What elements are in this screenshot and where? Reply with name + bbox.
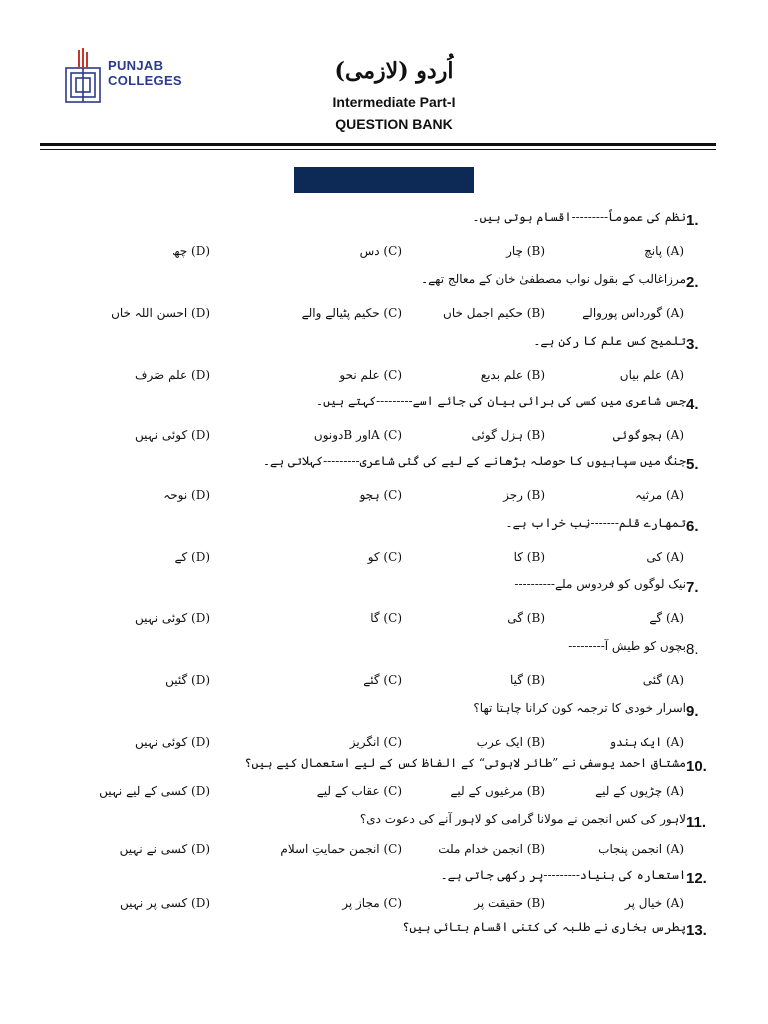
option-b: (B) علم بدیع [480,368,545,382]
option-b: (B) حقیقت پر [474,896,545,910]
option-a: (A) خیال پر [624,896,684,910]
option-c: (C) حکیم پٹیالے والے [301,306,402,320]
option-d: (D) کسی کے لیے نہیں [99,784,210,798]
question-number: 2. [686,274,699,291]
question-number: 10. [686,758,707,775]
option-c: (C) گا [370,611,402,625]
option-a: (A) کی [646,550,684,564]
options-row [40,368,720,390]
question-text: لاہور کی کس انجمن نے مولانا گرامی کو لاہور آنے کی دعوت دی؟ [359,812,686,826]
question-number: 8. [686,641,699,658]
options-row [40,306,720,328]
options-row [40,673,720,695]
question-number: 3. [686,336,699,353]
option-d: (D) چھ [172,244,210,258]
option-c: (C) کو [367,550,402,564]
option-b: (B) گی [507,611,545,625]
question-number: 9. [686,703,699,720]
option-c: (C) دس [359,244,402,258]
question-number: 7. [686,579,699,596]
question-text: تمھارے قلم-------نِب خراب ہے۔ [505,516,686,530]
option-b: (B) چار [506,244,545,258]
option-d: (D) کوئی نہیں [134,428,210,442]
option-c: (C) مجاز پر [342,896,402,910]
question-number: 13. [686,922,707,939]
question-text: جنگ میں سپاہیوں کا حوصلہ بڑھانے کے لیے کی گئی شاعری---------کہلاتی ہے۔ [263,454,686,468]
option-a: (A) گئی [642,673,684,687]
option-b: (B) کا [513,550,545,564]
question-text: مرزاغالب کے بقول نواب مصطفیٰ خان کے معالج تھے۔ [421,272,686,286]
option-a: (A) مرثیہ [635,488,684,502]
option-b: (B) انجمن خدام ملت [438,842,545,856]
option-d: (D) نوحہ [163,488,210,502]
option-d: (D) کسی پر نہیں [120,896,210,910]
header-rule-thin [40,149,716,150]
option-a: (A) گے [649,611,684,625]
question-number: 12. [686,870,707,887]
options-row [40,428,720,450]
options-row [40,784,720,806]
option-b: (B) حکیم اجمل خاں [443,306,545,320]
question-text: نیک لوگوں کو فردوس ملے---------- [514,577,686,591]
option-d: (D) کوئی نہیں [134,735,210,749]
option-c: (C) انجمن حمایتِ اسلام [280,842,402,856]
question-text: پطرس بخاری نے طلبہ کی کتنی اقسام بتائی ہیں؟ [402,920,686,934]
question-text: مشتاق احمد یوسفی نے ”طائر لاہوتی“ کے الفاظ کس کے لیے استعمال کیے ہیں؟ [244,756,686,770]
question-number: 6. [686,518,699,535]
option-d: (D) علم صَرف [135,368,210,382]
options-row [40,488,720,510]
option-c: (C) ہجو [358,488,402,502]
option-b: (B) گیا [509,673,545,687]
question-text: جس شاعری میں کسی کی برائی بیان کی جائے اسے---------کہتے ہیں۔ [316,394,686,408]
question-text: استعارہ کی بنیاد---------پر رکھی جاتی ہے۔ [440,868,686,882]
option-d: (D) کسی نے نہیں [119,842,210,856]
option-c: (C) انگریز [349,735,402,749]
option-a: (A) ایک ہندو [609,735,684,749]
option-b: (B) رجز [503,488,545,502]
options-row [40,896,720,918]
page-title: اُردو (لازمی) [334,58,454,84]
question-number: 1. [686,212,699,229]
option-d: (D) گئیں [165,673,210,687]
options-row [40,244,720,266]
option-b: (B) ہزل گوئی [471,428,545,442]
subtitle-part: Intermediate Part-I [332,94,456,110]
logo-line-2: COLLEGES [108,73,182,88]
option-c: (C) عقاب کے لیے [316,784,402,798]
option-a: (A) علم بیاں [619,368,684,382]
options-row [40,735,720,757]
option-d: (D) احسن اللہ خاں [111,306,210,320]
logo-line-1: PUNJAB [108,58,164,73]
option-c: (C) علم نحو [339,368,402,382]
option-a: (A) پانچ [644,244,684,258]
option-b: (B) ایک عرب [476,735,545,749]
option-d: (D) کوئی نہیں [134,611,210,625]
subtitle-question-bank: QUESTION BANK [335,116,453,132]
options-row [40,550,720,572]
option-a: (A) چڑیوں کے لیے [595,784,684,798]
question-number: 5. [686,456,699,473]
option-c: (C) Aاور Bدونوں [313,428,402,442]
option-c: (C) گئے [363,673,402,687]
question-text: نظم کی عموماً---------اقسام ہوتی ہیں۔ [472,210,686,224]
section-banner [294,167,474,193]
question-text: بچوں کو طیش آ--------- [568,639,686,653]
option-b: (B) مرغیوں کے لیے [450,784,545,798]
option-a: (A) گورداس پوروالے [582,306,684,320]
question-number: 4. [686,396,699,413]
question-text: اسرار خودی کا ترجمہ کون کرانا چاہتا تھا؟ [473,701,686,715]
option-a: (A) انجمن پنجاب [598,842,684,856]
option-d: (D) کے [174,550,210,564]
options-row [40,611,720,633]
option-a: (A) ہجوگوئی [612,428,684,442]
header-rule-thick [40,143,716,146]
question-number: 11. [686,814,707,831]
question-text: تلمیح کس علم کا رکن ہے۔ [533,334,686,348]
options-row [40,842,720,864]
